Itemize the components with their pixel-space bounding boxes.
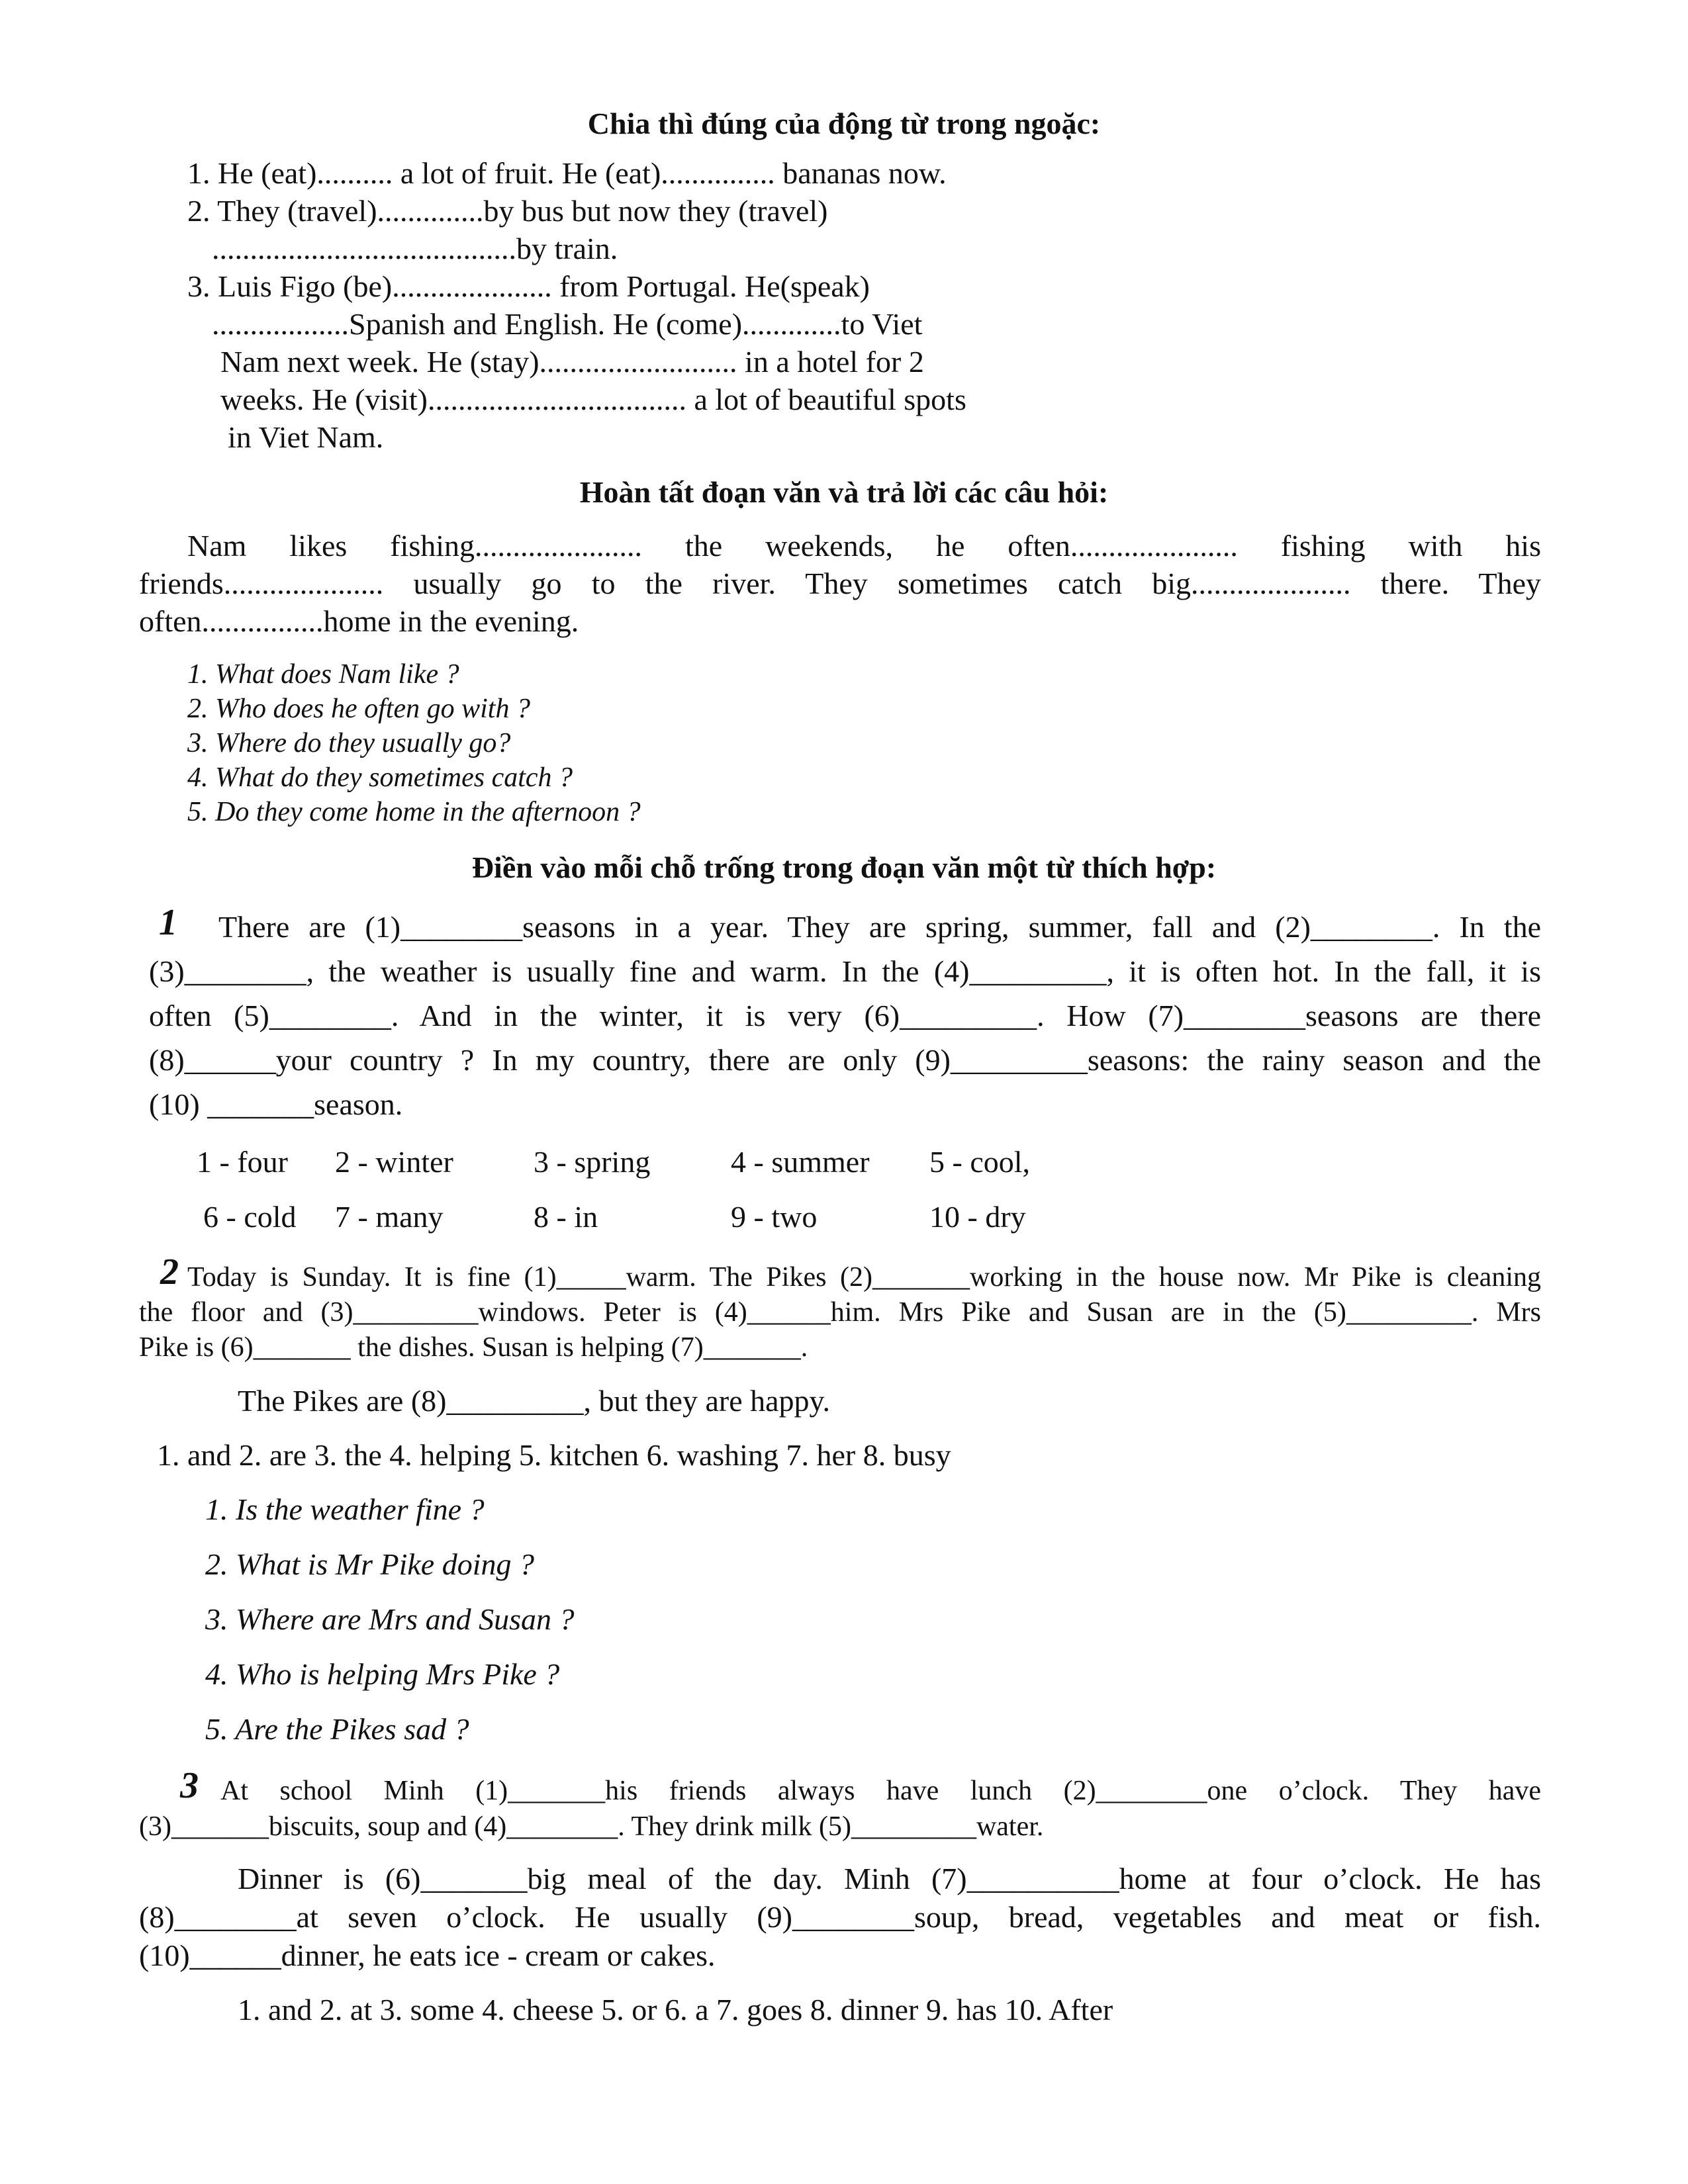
part2-question: 1. Is the weather fine ? <box>205 1492 485 1526</box>
part2-question: 3. Where are Mrs and Susan ? <box>205 1602 575 1636</box>
part3-line: (10)______dinner, he eats ice - cream or cakes. <box>139 1938 716 1972</box>
part2-number: 2 <box>160 1251 179 1293</box>
exercise2-question: 2. Who does he often go with ? <box>187 694 530 724</box>
exercise1-heading: Chia thì đúng của động từ trong ngoặc: <box>587 107 1101 140</box>
exercise2-passage-line: often................home in the evening. <box>139 604 579 638</box>
part1-option: 8 - in <box>534 1200 598 1234</box>
part3-line: Dinner is (6)_______big meal of the day. Minh (7)__________home at four o’clock. He has <box>238 1862 1541 1895</box>
exercise1-line: ........................................by train. <box>212 232 618 265</box>
part2-last-line: The Pikes are (8)_________, but they are happy. <box>238 1384 831 1418</box>
part3-line: (3)_______biscuits, soup and (4)________. They drink milk (5)_________water. <box>139 1811 1044 1842</box>
part1-line: (10) _______season. <box>149 1087 403 1121</box>
part1-number: 1 <box>159 902 177 943</box>
exercise1-line: ..................Spanish and English. He (come).............to Viet <box>212 307 923 341</box>
part2-question: 5. Are the Pikes sad ? <box>205 1712 469 1746</box>
part2-question: 4. Who is helping Mrs Pike ? <box>205 1657 560 1691</box>
part1-option: 3 - spring <box>534 1145 651 1179</box>
exercise1-line: 1. He (eat).......... a lot of fruit. He (eat)............... bananas now. <box>187 156 947 190</box>
exercise1-line: Nam next week. He (stay).......................... in a hotel for 2 <box>220 345 924 379</box>
exercise3-heading: Điền vào mỗi chỗ trống trong đoạn văn một từ thích hợp: <box>471 850 1217 884</box>
part1-option: 1 - four <box>197 1145 288 1179</box>
part2-line: the floor and (3)_________windows. Peter is (4)______him. Mrs Pike and Susan are in the (5)_________. Mrs <box>139 1297 1541 1328</box>
exercise1-line: 3. Luis Figo (be)..................... from Portugal. He(speak) <box>187 269 870 303</box>
exercise1-line: weeks. He (visit).................................. a lot of beautiful spots <box>220 383 966 416</box>
exercise2-question: 1. What does Nam like ? <box>187 659 459 690</box>
part2-question: 2. What is Mr Pike doing ? <box>205 1547 534 1581</box>
part3-number: 3 <box>180 1765 199 1806</box>
exercise2-heading: Hoàn tất đoạn văn và trả lời các câu hỏi: <box>579 475 1109 509</box>
part1-line: often (5)________. And in the winter, it is very (6)_________. How (7)________seasons are there <box>149 999 1541 1032</box>
exercise1-line: 2. They (travel)..............by bus but now they (travel) <box>187 194 828 228</box>
part1-line: (8)______your country ? In my country, there are only (9)_________seasons: the rainy season and the <box>149 1043 1541 1077</box>
part2-options: 1. and 2. are 3. the 4. helping 5. kitchen 6. washing 7. her 8. busy <box>157 1438 951 1472</box>
exercise2-question: 5. Do they come home in the afternoon ? <box>187 797 641 827</box>
part1-line: (3)________, the weather is usually fine and warm. In the (4)_________, it is often hot. In the fall, it is <box>149 954 1541 988</box>
part1-option: 7 - many <box>335 1200 444 1234</box>
exercise2-passage-line: Nam likes fishing...................... the weekends, he often...................... fishing with his <box>187 529 1541 563</box>
part1-option: 2 - winter <box>335 1145 453 1179</box>
part1-option: 10 - dry <box>929 1200 1026 1234</box>
part1-option: 5 - cool, <box>929 1145 1031 1179</box>
exercise2-question: 3. Where do they usually go? <box>187 728 511 758</box>
exercise2-passage-line: friends..................... usually go to the river. They sometimes catch big..................... there. They <box>139 567 1541 600</box>
exercise1-line: in Viet Nam. <box>228 420 384 454</box>
part2-line: Today is Sunday. It is fine (1)_____warm. The Pikes (2)_______working in the house now. Mr Pike is cleaning <box>187 1262 1541 1293</box>
part3-options: 1. and 2. at 3. some 4. cheese 5. or 6. a 7. goes 8. dinner 9. has 10. After <box>238 1993 1113 2026</box>
part3-line: (8)________at seven o’clock. He usually (9)________soup, bread, vegetables and meat or fish. <box>139 1900 1541 1934</box>
part1-line: There are (1)________seasons in a year. They are spring, summer, fall and (2)________. In the <box>218 910 1541 944</box>
part1-option: 6 - cold <box>203 1200 297 1234</box>
part1-option: 9 - two <box>731 1200 818 1234</box>
part3-line: At school Minh (1)_______his friends always have lunch (2)________one o’clock. They have <box>220 1776 1541 1806</box>
part1-option: 4 - summer <box>731 1145 870 1179</box>
part2-line: Pike is (6)_______ the dishes. Susan is helping (7)_______. <box>139 1332 808 1363</box>
exercise2-question: 4. What do they sometimes catch ? <box>187 762 573 793</box>
